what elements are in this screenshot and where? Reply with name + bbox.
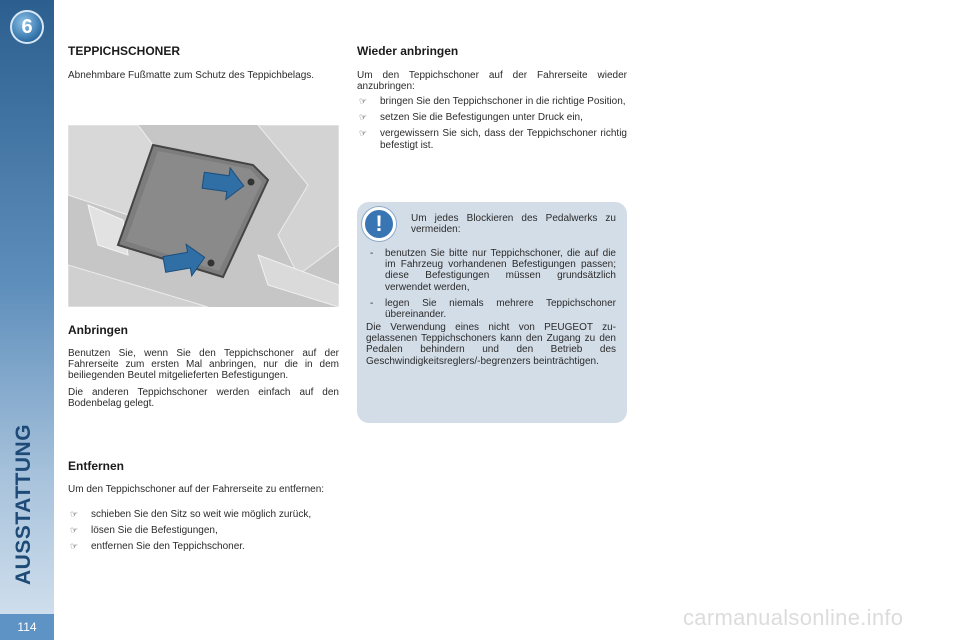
pointing-hand-icon: ☞ xyxy=(70,541,79,552)
warning-list xyxy=(362,248,616,325)
watermark: carmanualsonline.info xyxy=(683,605,904,630)
section-label-text: AUSSTATTUNG xyxy=(12,423,35,585)
chapter-badge-icon: 6 xyxy=(10,10,44,44)
pointing-hand-icon: ☞ xyxy=(70,525,79,536)
wieder-anbringen-steps xyxy=(357,96,627,156)
anbringen-text-1: Benutzen Sie, wenn Sie den Teppichschoner auf der Fahrerseite zum ersten Mal anbringen, nur die in dem beiliegenden Beutel mitgelieferten Befestigungen. xyxy=(68,348,339,382)
intro-text: Abnehmbare Fußmatte zum Schutz des Teppichbelags. xyxy=(68,70,315,81)
list-item: - benutzen Sie bitte nur Teppichschoner, die auf die im Fahrzeug vorhandenen Befestigungen passen; diese Befestigungen müssen grundsätzlich verwendet werden, xyxy=(370,248,616,293)
list-item: ☞ schieben Sie den Sitz so weit wie möglich zurück, xyxy=(70,509,312,520)
list-item: ☞ vergewissern Sie sich, dass der Teppichschoner richtig befestigt ist. xyxy=(359,128,627,151)
wieder-anbringen-intro: Um den Teppichschoner auf der Fahrerseite wieder anzubringen: xyxy=(357,70,627,93)
list-item: ☞ bringen Sie den Teppichschoner in die richtige Position, xyxy=(359,96,626,107)
pointing-hand-icon: ☞ xyxy=(359,112,368,123)
pointing-hand-icon: ☞ xyxy=(70,509,79,519)
dash-bullet: - xyxy=(370,248,374,259)
anbringen-text-2: Die anderen Teppichschoner werden einfach auf den Bodenbelag gelegt. xyxy=(68,387,339,410)
pointing-hand-icon: ☞ xyxy=(359,96,368,106)
list-item: ☞ entfernen Sie den Teppichschoner. xyxy=(70,541,245,553)
floor-mat-drawing xyxy=(68,125,339,307)
list-item: ☞ lösen Sie die Befestigungen, xyxy=(70,525,218,537)
heading-wieder-anbringen: Wieder anbringen xyxy=(357,44,459,58)
entfernen-intro: Um den Teppichschoner auf der Fahrerseite zu entfernen: xyxy=(68,484,325,495)
entfernen-steps xyxy=(68,509,339,558)
dash-bullet: - xyxy=(370,297,374,309)
pointing-hand-icon: ☞ xyxy=(359,128,368,139)
warning-intro: Um jedes Blockieren des Pedalwerks zu vermeiden: xyxy=(411,213,616,236)
page-number: 114 xyxy=(0,614,54,640)
warning-icon: ! xyxy=(362,207,396,241)
heading-anbringen: Anbringen xyxy=(68,323,128,337)
list-item: ☞ setzen Sie die Befestigungen unter Druck ein, xyxy=(359,112,583,124)
list-item: - legen Sie niemals mehrere Teppichschoner übereinander. xyxy=(370,297,616,321)
floor-mat-illustration xyxy=(68,125,339,307)
heading-teppichschoner: TEPPICHSCHONER xyxy=(68,44,181,58)
heading-entfernen: Entfernen xyxy=(68,459,125,473)
warning-note: Die Verwendung eines nicht von PEUGEOT zugelassenen Teppichschoners kann den Zugang zu den Pedalen behindern und den Betrieb des Geschwindigkeitsreglers/-begrenzers beinträchtigen. xyxy=(366,322,616,367)
